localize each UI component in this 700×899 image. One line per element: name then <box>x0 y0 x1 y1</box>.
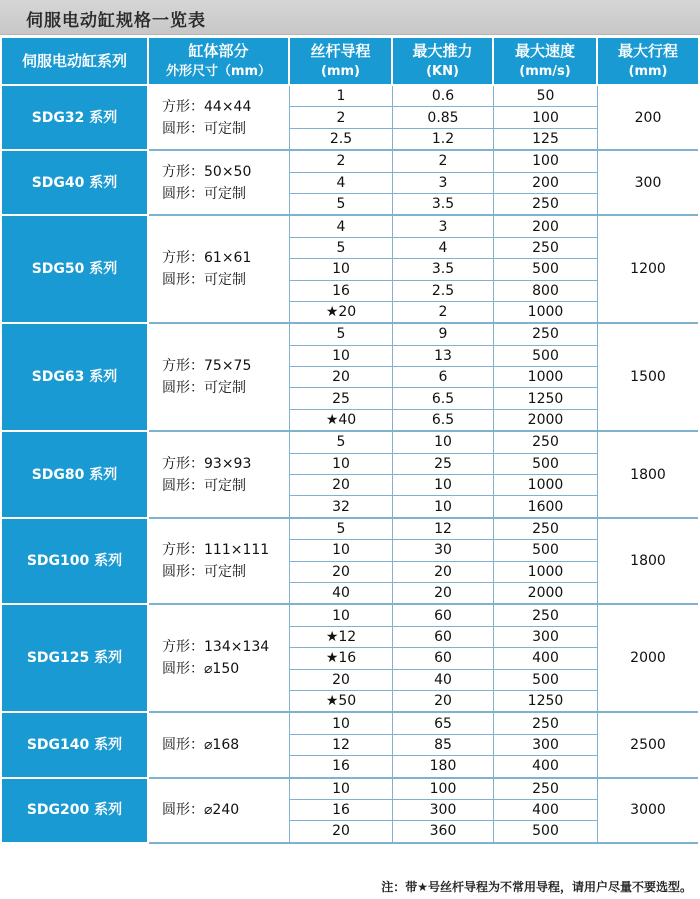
lead-cell: 5 <box>290 432 393 453</box>
size-cell <box>149 605 290 713</box>
speed-cell: 1600 <box>494 496 598 518</box>
lead-cell: 20 <box>290 562 393 583</box>
speed-cell: 250 <box>494 519 598 540</box>
thrust-cell: 3.5 <box>393 194 494 216</box>
size-round: 圆形：可定制 <box>162 120 246 137</box>
size-round: 圆形：⌀240 <box>162 802 240 819</box>
thrust-cell: 13 <box>393 346 494 367</box>
lead-cell: 16 <box>290 281 393 302</box>
lead-cell: ★40 <box>290 410 393 432</box>
thrust-cell: 20 <box>393 562 494 583</box>
size-round: 圆形：⌀168 <box>162 736 240 753</box>
thrust-cell: 100 <box>393 779 494 800</box>
lead-cell: 16 <box>290 756 393 778</box>
lead-cell: 40 <box>290 583 393 605</box>
stroke-cell: 300 <box>598 151 698 216</box>
lead-cell: ★50 <box>290 691 393 713</box>
lead-cell: 10 <box>290 259 393 280</box>
series-cell: SDG125 系列 <box>2 605 149 713</box>
table-row <box>2 216 698 237</box>
lead-cell: 12 <box>290 735 393 756</box>
thrust-cell: 0.85 <box>393 107 494 128</box>
size-round: 圆形：可定制 <box>162 380 246 397</box>
speed-cell: 2000 <box>494 583 598 605</box>
table-row <box>2 713 698 734</box>
lead-cell: 10 <box>290 605 393 626</box>
thrust-cell: 60 <box>393 627 494 648</box>
thrust-cell: 85 <box>393 735 494 756</box>
table-row <box>2 324 698 345</box>
lead-cell: 10 <box>290 713 393 734</box>
speed-cell: 1000 <box>494 562 598 583</box>
lead-cell: 16 <box>290 800 393 821</box>
speed-cell: 400 <box>494 800 598 821</box>
lead-cell: 20 <box>290 670 393 691</box>
speed-cell: 200 <box>494 173 598 194</box>
header-lead: 丝杆导程 (mm) <box>290 38 393 86</box>
speed-cell: 100 <box>494 107 598 128</box>
lead-cell: ★12 <box>290 627 393 648</box>
lead-cell: 20 <box>290 475 393 496</box>
speed-cell: 500 <box>494 454 598 475</box>
series-cell: SDG63 系列 <box>2 324 149 432</box>
size-cell <box>149 519 290 606</box>
speed-cell: 1000 <box>494 367 598 388</box>
speed-cell: 250 <box>494 194 598 216</box>
speed-cell: 250 <box>494 238 598 259</box>
thrust-cell: 0.6 <box>393 86 494 107</box>
spec-body <box>2 86 698 844</box>
stroke-cell: 1500 <box>598 324 698 432</box>
lead-cell: 2 <box>290 151 393 172</box>
size-cell <box>149 324 290 432</box>
header-speed: 最大速度 (mm/s) <box>494 38 598 86</box>
thrust-cell: 20 <box>393 583 494 605</box>
size-square: 方形：44×44 <box>162 98 252 115</box>
header-series: 伺服电动缸系列 <box>2 38 149 86</box>
thrust-cell: 12 <box>393 519 494 540</box>
lead-cell: 4 <box>290 173 393 194</box>
stroke-cell: 2500 <box>598 713 698 778</box>
speed-cell: 1000 <box>494 475 598 496</box>
series-cell: SDG140 系列 <box>2 713 149 778</box>
thrust-cell: 30 <box>393 540 494 561</box>
thrust-cell: 6.5 <box>393 410 494 432</box>
table-row <box>2 779 698 800</box>
thrust-cell: 2.5 <box>393 281 494 302</box>
table-row <box>2 86 698 107</box>
speed-cell: 800 <box>494 281 598 302</box>
thrust-cell: 6.5 <box>393 388 494 409</box>
speed-cell: 250 <box>494 779 598 800</box>
lead-cell: 32 <box>290 496 393 518</box>
lead-cell: 5 <box>290 238 393 259</box>
thrust-cell: 360 <box>393 821 494 843</box>
thrust-cell: 10 <box>393 475 494 496</box>
stroke-cell: 3000 <box>598 779 698 844</box>
speed-cell: 300 <box>494 735 598 756</box>
lead-cell: 10 <box>290 779 393 800</box>
thrust-cell: 10 <box>393 496 494 518</box>
size-cell <box>149 86 290 151</box>
thrust-cell: 1.2 <box>393 129 494 151</box>
thrust-cell: 2 <box>393 151 494 172</box>
speed-cell: 500 <box>494 821 598 843</box>
speed-cell: 500 <box>494 670 598 691</box>
lead-cell: 2 <box>290 107 393 128</box>
speed-cell: 125 <box>494 129 598 151</box>
page-title: 伺服电动缸规格一览表 <box>26 11 206 31</box>
lead-cell: 20 <box>290 821 393 843</box>
thrust-cell: 65 <box>393 713 494 734</box>
table-row <box>2 151 698 172</box>
spec-table <box>2 38 698 844</box>
speed-cell: 1250 <box>494 388 598 409</box>
size-cell <box>149 151 290 216</box>
lead-cell: 1 <box>290 86 393 107</box>
table-row <box>2 605 698 626</box>
lead-cell: 5 <box>290 519 393 540</box>
size-square: 方形：134×134 <box>162 639 270 656</box>
series-cell: SDG32 系列 <box>2 86 149 151</box>
lead-cell: 10 <box>290 454 393 475</box>
size-square: 方形：111×111 <box>162 542 270 559</box>
speed-cell: 400 <box>494 648 598 669</box>
stroke-cell: 1800 <box>598 519 698 606</box>
header-size: 缸体部分 外形尺寸（mm） <box>149 38 290 86</box>
size-cell <box>149 432 290 519</box>
lead-cell: 20 <box>290 367 393 388</box>
thrust-cell: 20 <box>393 691 494 713</box>
size-round: 圆形：可定制 <box>162 272 246 289</box>
stroke-cell: 2000 <box>598 605 698 713</box>
table-row <box>2 432 698 453</box>
size-cell <box>149 779 290 844</box>
speed-cell: 100 <box>494 151 598 172</box>
size-cell <box>149 713 290 778</box>
header-thrust: 最大推力 (KN) <box>393 38 494 86</box>
thrust-cell: 40 <box>393 670 494 691</box>
header-row <box>2 38 698 86</box>
stroke-cell: 1800 <box>598 432 698 519</box>
lead-cell: ★16 <box>290 648 393 669</box>
stroke-cell: 200 <box>598 86 698 151</box>
speed-cell: 250 <box>494 432 598 453</box>
lead-cell: 25 <box>290 388 393 409</box>
speed-cell: 250 <box>494 324 598 345</box>
speed-cell: 1250 <box>494 691 598 713</box>
thrust-cell: 10 <box>393 432 494 453</box>
lead-cell: 5 <box>290 324 393 345</box>
series-cell: SDG100 系列 <box>2 519 149 606</box>
series-cell: SDG40 系列 <box>2 151 149 216</box>
title-bar <box>0 0 700 35</box>
speed-cell: 400 <box>494 756 598 778</box>
speed-cell: 250 <box>494 713 598 734</box>
thrust-cell: 3 <box>393 173 494 194</box>
header-stroke: 最大行程 (mm) <box>598 38 698 86</box>
thrust-cell: 25 <box>393 454 494 475</box>
speed-cell: 50 <box>494 86 598 107</box>
size-round: 圆形：可定制 <box>162 185 246 202</box>
size-square: 方形：50×50 <box>162 163 252 180</box>
series-cell: SDG50 系列 <box>2 216 149 324</box>
size-round: 圆形：⌀150 <box>162 661 240 678</box>
thrust-cell: 60 <box>393 605 494 626</box>
thrust-cell: 6 <box>393 367 494 388</box>
size-round: 圆形：可定制 <box>162 564 246 581</box>
thrust-cell: 60 <box>393 648 494 669</box>
table-row <box>2 519 698 540</box>
footnote: 注：带★号丝杆导程为不常用导程，请用户尽量不要选型。 <box>381 880 692 894</box>
lead-cell: 5 <box>290 194 393 216</box>
thrust-cell: 180 <box>393 756 494 778</box>
series-cell: SDG80 系列 <box>2 432 149 519</box>
thrust-cell: 300 <box>393 800 494 821</box>
series-cell: SDG200 系列 <box>2 779 149 844</box>
thrust-cell: 3.5 <box>393 259 494 280</box>
lead-cell: ★20 <box>290 302 393 324</box>
lead-cell: 2.5 <box>290 129 393 151</box>
speed-cell: 500 <box>494 540 598 561</box>
speed-cell: 250 <box>494 605 598 626</box>
size-square: 方形：61×61 <box>162 250 252 267</box>
size-square: 方形：93×93 <box>162 455 252 472</box>
thrust-cell: 9 <box>393 324 494 345</box>
speed-cell: 1000 <box>494 302 598 324</box>
size-cell <box>149 216 290 324</box>
thrust-cell: 4 <box>393 238 494 259</box>
size-square: 方形：75×75 <box>162 358 252 375</box>
thrust-cell: 3 <box>393 216 494 237</box>
speed-cell: 2000 <box>494 410 598 432</box>
thrust-cell: 2 <box>393 302 494 324</box>
lead-cell: 4 <box>290 216 393 237</box>
speed-cell: 500 <box>494 346 598 367</box>
lead-cell: 10 <box>290 540 393 561</box>
stroke-cell: 1200 <box>598 216 698 324</box>
speed-cell: 200 <box>494 216 598 237</box>
speed-cell: 500 <box>494 259 598 280</box>
speed-cell: 300 <box>494 627 598 648</box>
lead-cell: 10 <box>290 346 393 367</box>
size-round: 圆形：可定制 <box>162 477 246 494</box>
